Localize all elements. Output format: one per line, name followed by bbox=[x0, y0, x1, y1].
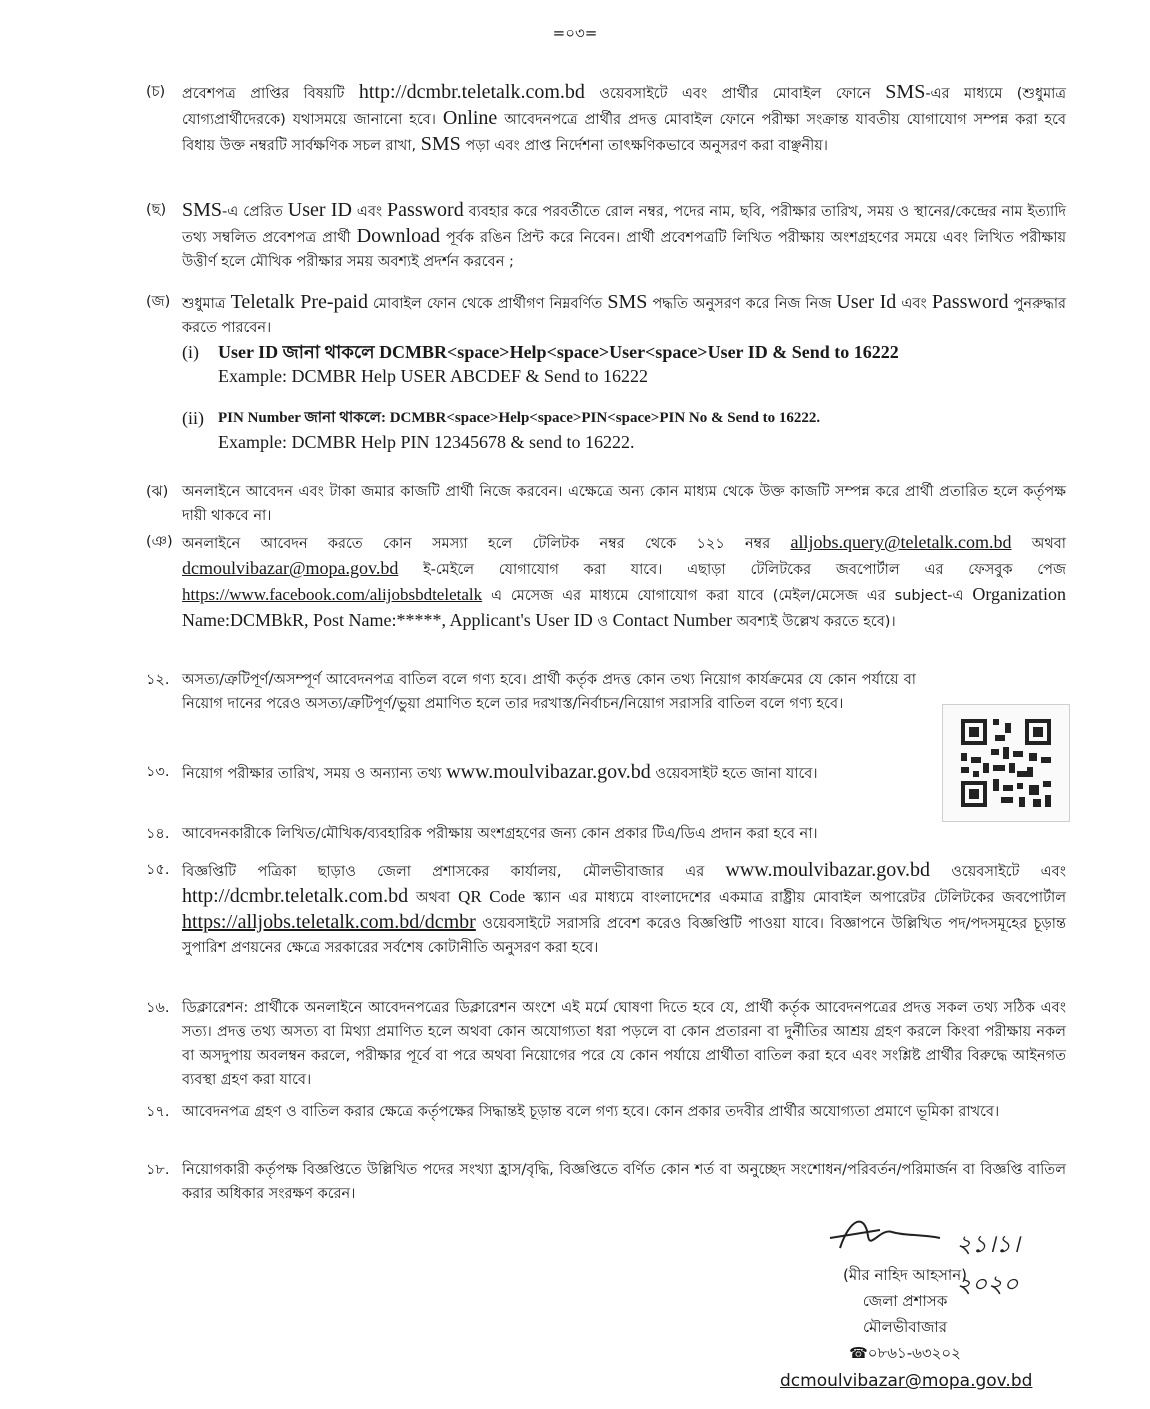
sms-term: SMS bbox=[885, 81, 926, 103]
signatory-name: (মীর নাহিদ আহসান) bbox=[842, 1266, 968, 1284]
clause-label: (চ) bbox=[146, 84, 166, 100]
clause-text: মোবাইল ফোন থেকে প্রার্থীগণ নিম্নবর্ণিত bbox=[367, 296, 608, 312]
sms-example-line: Example: DCMBR Help USER ABCDEF & Send to 16222 bbox=[218, 366, 649, 386]
clause-text: নিয়োগ পরীক্ষার তারিখ, সময় ও অন্যান্য তথ্য bbox=[182, 766, 447, 782]
clause-label: (জ) bbox=[146, 294, 171, 310]
dc-email-link[interactable]: dcmoulvibazar@mopa.gov.bd bbox=[182, 558, 399, 578]
clause-17 bbox=[146, 1100, 1066, 1124]
alljobs-portal-link[interactable]: https://alljobs.teletalk.com.bd/dcmbr bbox=[182, 911, 476, 933]
clause-text: বিজ্ঞপ্তিটি পত্রিকা ছাড়াও জেলা প্রশাসকের কার্যালয়, মৌলভীবাজার এর bbox=[182, 864, 726, 880]
sms-term: SMS bbox=[607, 291, 648, 313]
download-term: Download bbox=[356, 225, 440, 247]
clause-15 bbox=[146, 858, 1066, 960]
clause-text: আবেদনপত্রে প্রার্থীর প্রদত্ত মোবাইল ফোনে পরীক্ষা সংক্রান্ত যাবতীয় যোগাযোগ সম্পন্ন করা হবে বিধায় উক্ত নম্বরটি সার্বক্ষণিক সচল রাখা, bbox=[182, 112, 1066, 154]
clause-13 bbox=[146, 760, 916, 786]
clause-label: (ঞ) bbox=[146, 534, 173, 550]
clause-label: (ছ) bbox=[146, 202, 167, 218]
clause-12 bbox=[146, 668, 916, 716]
clause-number: ১৭. bbox=[146, 1104, 170, 1120]
clause-text: স্ক্যান এর মাধ্যমে বাংলাদেশের একমাত্র রাষ্ট্রীয় মোবাইল অপারেটর টেলিটকের জবপোর্টাল bbox=[525, 890, 1066, 906]
clause-text: নিয়োগকারী কর্তৃপক্ষ বিজ্ঞপ্তিতে উল্লিখিত পদের সংখ্যা হ্রাস/বৃদ্ধি, বিজ্ঞপ্তিতে বর্ণিত কোন শর্ত বা অনুচ্ছেদ সংশোধন/পরিবর্তন/পরিমার্জন বা বিজ্ঞপ্তি বাতিল করার অধিকার সংরক্ষণ করেন। bbox=[182, 1162, 1066, 1202]
clause-16 bbox=[146, 996, 1066, 1092]
signatory-district: মৌলভীবাজার bbox=[862, 1318, 948, 1336]
sms-format-line: PIN Number জানা থাকলে: DCMBR<space>Help<space>PIN<space>PIN No & Send to 16222. bbox=[218, 410, 821, 426]
sub-item-roman: (i) bbox=[182, 342, 199, 362]
clause-14 bbox=[146, 822, 946, 846]
page-number: =০৩= bbox=[552, 24, 598, 42]
user-id-term: User Id bbox=[836, 291, 897, 313]
contact-number-term: Contact Number bbox=[612, 610, 733, 630]
clause-text: শুধুমাত্র bbox=[182, 296, 231, 312]
clause-text: ওয়েবসাইটে এবং প্রার্থীর মোবাইল ফোনে bbox=[584, 86, 886, 102]
signatory-details bbox=[780, 1262, 1033, 1394]
clause-text: আবেদনকারীকে লিখিত/মৌখিক/ব্যবহারিক পরীক্ষায় অংশগ্রহণের জন্য কোন প্রকার টিএ/ডিএ প্রদান করা হবে না। bbox=[182, 826, 818, 842]
sub-item-i bbox=[182, 340, 1042, 388]
clause-ja bbox=[146, 290, 1066, 340]
teletalk-url[interactable]: http://dcmbr.teletalk.com.bd bbox=[182, 885, 409, 907]
password-term: Password bbox=[931, 291, 1009, 313]
signature-block bbox=[780, 1208, 1080, 1408]
password-term: Password bbox=[387, 199, 464, 221]
sub-item-roman: (ii) bbox=[182, 408, 204, 428]
clause-18 bbox=[146, 1158, 1066, 1206]
clause-text: প্রবেশপত্র প্রাপ্তির বিষয়টি bbox=[182, 86, 359, 102]
clause-text: এ মেসেজ এর মাধ্যমে যোগাযোগ করা যাবে (মেইল/মেসেজ এর subject-এ bbox=[482, 588, 973, 604]
clause-number: ১২. bbox=[146, 672, 170, 688]
clause-text: ও bbox=[592, 614, 613, 630]
clause-text: অথবা bbox=[1011, 536, 1066, 552]
clause-number: ১৫. bbox=[146, 862, 170, 878]
sms-example-line: Example: DCMBR Help PIN 12345678 & send to 16222. bbox=[218, 432, 635, 452]
clause-number: ১৪. bbox=[146, 826, 170, 842]
qr-code bbox=[942, 704, 1070, 822]
clause-chha bbox=[146, 198, 1066, 274]
clause-jha bbox=[146, 480, 1066, 528]
clause-text: অসত্য/ত্রুটিপূর্ণ/অসম্পূর্ণ আবেদনপত্র বাতিল বলে গণ্য হবে। প্রার্থী কর্তৃক প্রদত্ত কোন তথ্য নিয়োগ কার্যক্রমের যে কোন পর্যায়ে বা নিয়োগ দানের পরেও অসত্য/ত্রুটিপূর্ণ/ভুয়া প্রমাণিত হলে তার দরখাস্ত/নির্বাচন/নিয়োগ সরাসরি বাতিল বলে গণ্য হবে। bbox=[182, 672, 916, 712]
sub-item-ii bbox=[182, 406, 1042, 454]
clause-text: ই-মেইলে যোগাযোগ করা যাবে। এছাড়া টেলিটকের জবপোর্টাল এর ফেসবুক পেজ bbox=[398, 562, 1066, 578]
clause-text: পুনরুদ্ধার করতে পারবেন। bbox=[182, 296, 1067, 336]
sms-format-line: User ID জানা থাকলে DCMBR<space>Help<space>User<space>User ID & Send to 16222 bbox=[218, 342, 899, 362]
clause-text: ওয়েবসাইট হতে জানা যাবে। bbox=[650, 766, 818, 782]
clause-number: ১৬. bbox=[146, 1000, 170, 1016]
moulvibazar-website-link[interactable]: www.moulvibazar.gov.bd bbox=[446, 761, 651, 783]
signatory-designation: জেলা প্রশাসক bbox=[862, 1292, 948, 1310]
clause-text: ডিক্লারেশন: প্রার্থীকে অনলাইনে আবেদনপত্রের ডিক্লারেশন অংশে এই মর্মে ঘোষণা দিতে হবে যে, প্রার্থী কর্তৃক আবেদনপত্রের প্রদত্ত সকল তথ্য সঠিক এবং সত্য। প্রদত্ত তথ্য অসত্য বা মিথ্যা প্রমাণিত হলে অথবা কোন অযোগ্যতা ধরা পড়লে বা কোন প্রতারনা বা দুর্নীতির আশ্রয় গ্রহণ করলে কিংবা পরীক্ষায় নকল বা অসদুপায় অবলম্বন করলে, পরীক্ষার পূর্বে বা পরে অথবা নিয়োগের পরে যে কোন পর্যায়ে প্রার্থীতা বাতিল করা হবে এবং সংশ্লিষ্ট প্রার্থীর বিরুদ্ধে আইনগত ব্যবস্থা গ্রহণ করা যাবে। bbox=[182, 1000, 1066, 1088]
clause-text: এবং bbox=[896, 296, 932, 312]
clause-text: অথবা bbox=[408, 890, 459, 906]
clause-text: আবেদনপত্র গ্রহণ ও বাতিল করার ক্ষেত্রে কর্তৃপক্ষের সিদ্ধান্তই চূড়ান্ত বলে গণ্য হবে। কোন প্রকার তদবীর প্রার্থীর অযোগ্যতা প্রমাণে ভূমিকা রাখবে। bbox=[182, 1104, 1000, 1120]
online-term: Online bbox=[442, 107, 498, 129]
clause-text: -এর মাধ্যমে (শুধুমাত্র যোগ্যপ্রার্থীদেরকে) যথাসময়ে জানানো হবে। bbox=[182, 86, 1066, 128]
clause-number: ১৮. bbox=[146, 1162, 170, 1178]
clause-text: অবশ্যই উল্লেখ করতে হবে)। bbox=[732, 614, 896, 630]
alljobs-query-email[interactable]: alljobs.query@teletalk.com.bd bbox=[790, 532, 1012, 552]
phone-icon: ☎ bbox=[849, 1344, 868, 1362]
clause-text: পূর্বক রঙিন প্রিন্ট করে নিবেন। প্রার্থী প্রবেশপত্রটি লিখিত পরীক্ষায় অংশগ্রহণের সময়ে এবং লিখিত পরীক্ষায় উত্তীর্ণ হলে মৌখিক পরীক্ষার সময় অবশ্যই প্রদর্শন করবেন ; bbox=[182, 230, 1066, 270]
clause-label: (ঝ) bbox=[146, 484, 169, 500]
clause-text: -এ প্রেরিত bbox=[222, 204, 288, 220]
clause-text: ব্যবহার করে পরবর্তীতে রোল নম্বর, পদের নাম, ছবি, পরীক্ষার তারিখ, সময় ও স্থানের/কেন্দ্রের নাম ইত্যাদি তথ্য সম্বলিত প্রবেশপত্র প্রার্থী bbox=[182, 204, 1066, 246]
signatory-email[interactable]: dcmoulvibazar@mopa.gov.bd bbox=[780, 1371, 1033, 1391]
clause-text: অনলাইনে আবেদন এবং টাকা জমার কাজটি প্রার্থী নিজে করবেন। এক্ষেত্রে অন্য কোন মাধ্যম থেকে উক্ত কাজটি সম্পন্ন করে প্রার্থী প্রতারিত হলে কর্তৃপক্ষ দায়ী থাকবে না। bbox=[182, 484, 1066, 524]
clause-text: পড়া এবং প্রাপ্ত নির্দেশনা তাৎক্ষণিকভাবে অনুসরণ করা বাঞ্ছনীয়। bbox=[460, 138, 828, 154]
sms-term: SMS bbox=[182, 199, 223, 221]
moulvibazar-website-link[interactable]: www.moulvibazar.gov.bd bbox=[725, 859, 931, 881]
clause-nya bbox=[146, 530, 1066, 634]
qr-code-icon bbox=[943, 705, 1069, 821]
phone-number: ০৮৬১-৬৩২০২ bbox=[867, 1344, 961, 1362]
clause-number: ১৩. bbox=[146, 764, 170, 780]
organization-info: Organization Name:DCMBkR, Post Name:*****, Applicant's User ID bbox=[182, 584, 1066, 630]
clause-cha bbox=[146, 80, 1066, 158]
teletalk-prepaid-term: Teletalk Pre-paid bbox=[230, 291, 368, 313]
facebook-page-link[interactable]: https://www.facebook.com/alijobsbdteletalk bbox=[182, 585, 483, 604]
user-id-term: User ID bbox=[287, 199, 352, 221]
clause-text: অনলাইনে আবেদন করতে কোন সমস্যা হলে টেলিটক নম্বর থেকে ১২১ নম্বর bbox=[182, 536, 791, 552]
sms-term: SMS bbox=[420, 133, 461, 155]
signatory-phone bbox=[780, 1340, 1030, 1366]
clause-text: পদ্ধতি অনুসরণ করে নিজ নিজ bbox=[647, 296, 837, 312]
teletalk-url[interactable]: http://dcmbr.teletalk.com.bd bbox=[358, 81, 585, 103]
handwritten-date: ২১।১।২০২০ bbox=[956, 1230, 1020, 1298]
clause-text: ওয়েবসাইটে সরাসরি প্রবেশ করেও বিজ্ঞপ্তিটি পাওয়া যাবে। বিজ্ঞাপনে উল্লিখিত পদ/পদসমূহের চূড়ান্ত সুপারিশ প্রণয়নের ক্ষেত্রে সরকারের সর্বশেষ কোটানীতি অনুসরণ করা হবে। bbox=[182, 916, 1066, 956]
clause-text: এবং bbox=[351, 204, 388, 220]
clause-text: ওয়েবসাইটে এবং bbox=[930, 864, 1066, 880]
qr-code-term: QR Code bbox=[458, 887, 526, 906]
